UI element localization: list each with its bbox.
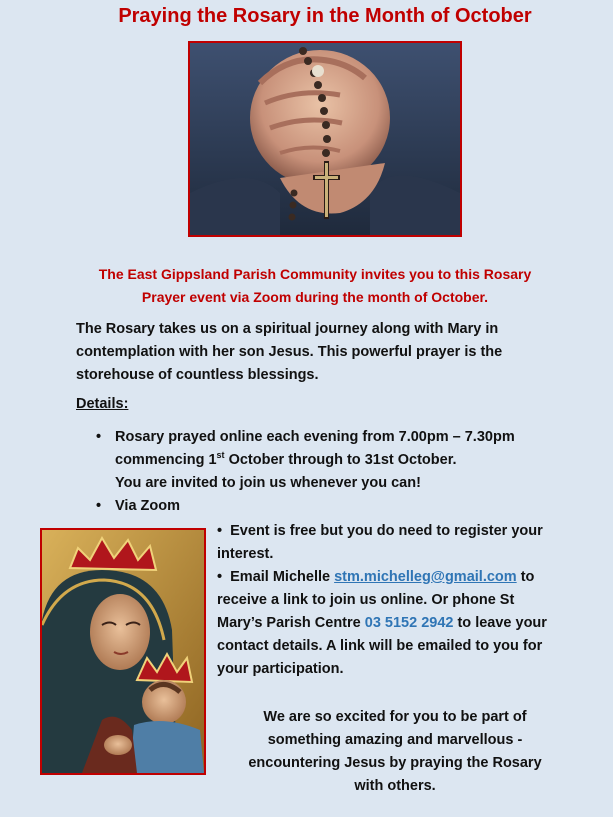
free-event-line-2: interest.	[217, 546, 274, 562]
closing-line-4: with others.	[354, 778, 436, 794]
schedule-line-1: Rosary prayed online each evening from 7.00pm – 7.30pm	[115, 429, 515, 445]
free-event-line-1	[217, 520, 577, 543]
schedule-line-2	[115, 449, 576, 472]
description-line-2: contemplation with her son Jesus. This powerful prayer is the	[76, 344, 503, 360]
schedule-start-text: commencing 1	[115, 452, 217, 468]
details-heading-colon: :	[123, 396, 129, 412]
list-item	[96, 495, 576, 518]
description-line-3: storehouse of countless blessings.	[76, 367, 319, 383]
schedule-line-3: You are invited to join us whenever you can!	[115, 475, 421, 491]
details-list	[96, 426, 576, 518]
registration-info	[217, 520, 577, 681]
email-to-text: to	[516, 569, 535, 585]
closing-line-1: We are so excited for you to be part of	[263, 709, 527, 725]
ordinal-suffix: st	[216, 450, 225, 461]
description-line-1: The Rosary takes us on a spiritual journey along with Mary in	[76, 321, 499, 337]
email-line-2: receive a link to join us online. Or phone St	[217, 592, 515, 608]
page-title: Praying the Rosary in the Month of October	[118, 5, 532, 27]
email-intro-text: Email Michelle	[230, 569, 335, 585]
parish-centre-text: Mary’s Parish Centre	[217, 615, 365, 631]
bullet-icon: •	[96, 429, 102, 445]
email-link[interactable]: stm.michelleg@gmail.com	[334, 569, 517, 585]
details-heading-text: Details	[76, 396, 124, 412]
bullet-icon: •	[217, 569, 223, 585]
invitation-line-1: The East Gippsland Parish Community invites you to this Rosary	[98, 266, 532, 282]
list-item	[96, 426, 576, 495]
madonna-icon-image	[40, 528, 206, 775]
closing-message	[230, 706, 560, 798]
invitation-text	[80, 263, 550, 309]
email-line-3	[217, 612, 577, 635]
email-line-1	[217, 566, 577, 589]
schedule-end-text: October through to 31st October.	[224, 452, 457, 468]
free-event-text: Event is free but you do need to register your	[230, 523, 543, 539]
email-line-5: your participation.	[217, 661, 344, 677]
email-line-4: contact details. A link will be emailed to you for	[217, 638, 543, 654]
phone-number[interactable]: 03 5152 2942	[364, 615, 454, 631]
closing-line-2: something amazing and marvellous -	[267, 732, 523, 748]
closing-line-3: encountering Jesus by praying the Rosary	[248, 755, 542, 771]
rosary-description	[76, 318, 546, 387]
details-heading	[76, 396, 128, 412]
rosary-hands-illustration	[190, 43, 460, 235]
invitation-line-2: Prayer event via Zoom during the month of October.	[141, 289, 489, 305]
madonna-and-child-illustration	[42, 530, 204, 773]
bullet-icon: •	[217, 523, 223, 539]
rosary-hands-image	[188, 41, 462, 237]
leave-details-text: to leave your	[453, 615, 547, 631]
via-zoom-text: Via Zoom	[115, 498, 180, 514]
bullet-icon: •	[96, 498, 102, 514]
